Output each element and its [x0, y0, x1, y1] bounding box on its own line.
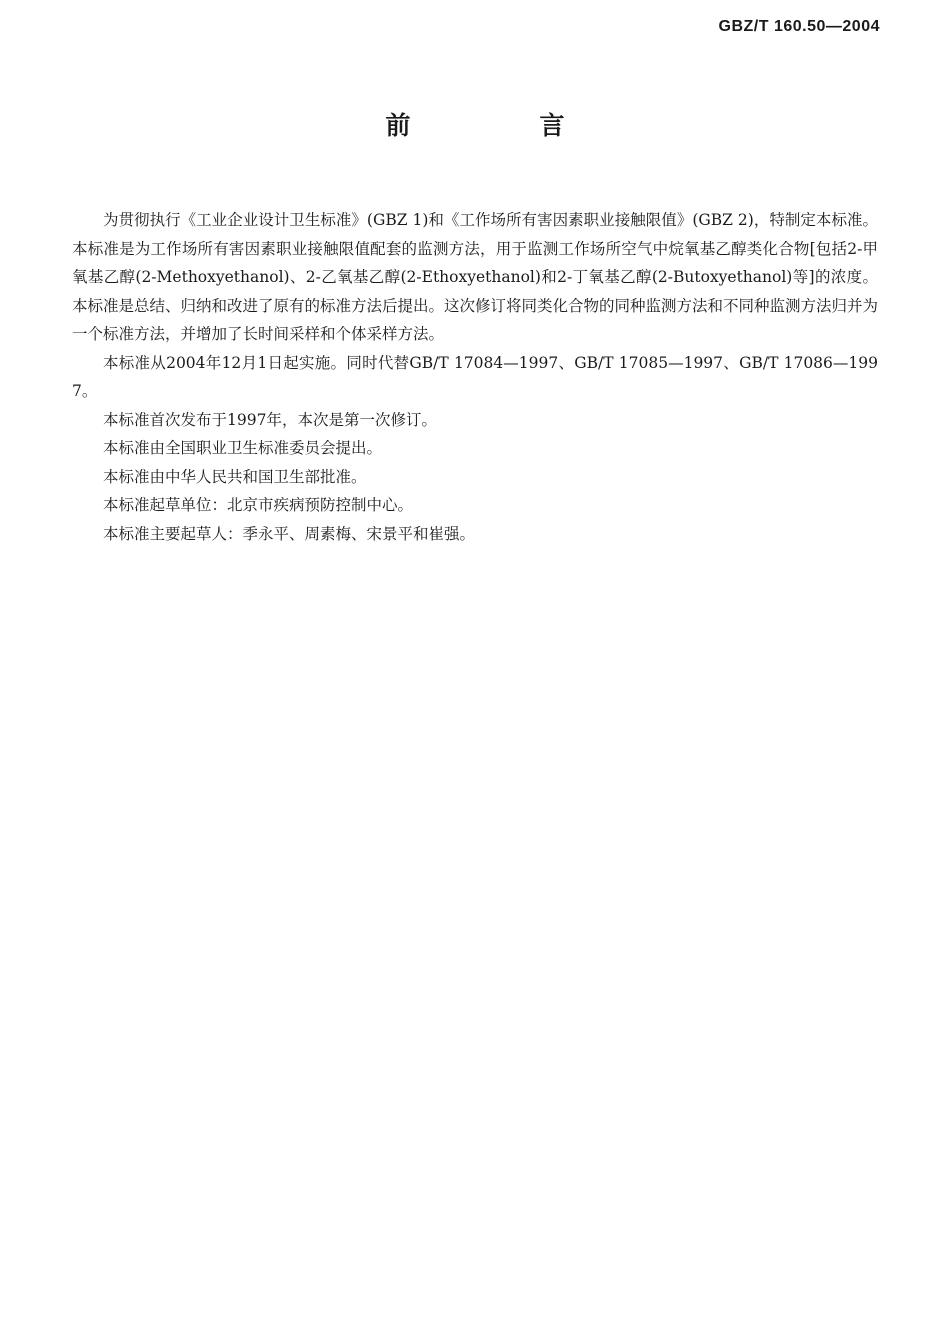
paragraph-effective-date: 本标准从2004年12月1日起实施。同时代替GB/T 17084—1997、GB/T 17085—1997、GB/T 17086—1997。 [72, 353, 878, 400]
paragraph-first-release: 本标准首次发布于1997年，本次是第一次修订。 [103, 410, 437, 429]
document-body [72, 206, 878, 548]
paragraph-approved-by: 本标准由中华人民共和国卫生部批准。 [103, 467, 367, 486]
paragraph-proposed-by: 本标准由全国职业卫生标准委员会提出。 [103, 439, 383, 457]
paragraph-purpose: 为贯彻执行《工业企业设计卫生标准》(GBZ 1)和《工作场所有害因素职业接触限值》(GBZ 2)，特制定本标准。本标准是为工作场所有害因素职业接触限值配套的监测方法，用于监测工作场所空气中烷氧基乙醇类化合物[包括2-甲氧基乙醇(2-Methoxyethanol)、2-乙氧基乙醇(2-Ethoxyethanol)和2-丁氧基乙醇(2-Butoxyethanol)等]的浓度。本标准是总结、归纳和改进了原有的标准方法后提出。这次修订将同类化合物的同种监测方法和不同种监测方法归并为一个标准方法，并增加了长时间采样和个体采样方法。 [72, 211, 879, 343]
paragraph-drafting-unit: 本标准起草单位：北京市疾病预防控制中心。 [103, 496, 414, 514]
paragraph-drafters: 本标准主要起草人：季永平、周素梅、宋景平和崔强。 [103, 524, 476, 543]
page-title: 前 言 [385, 111, 617, 140]
standard-code: GBZ/T 160.50—2004 [718, 18, 880, 35]
